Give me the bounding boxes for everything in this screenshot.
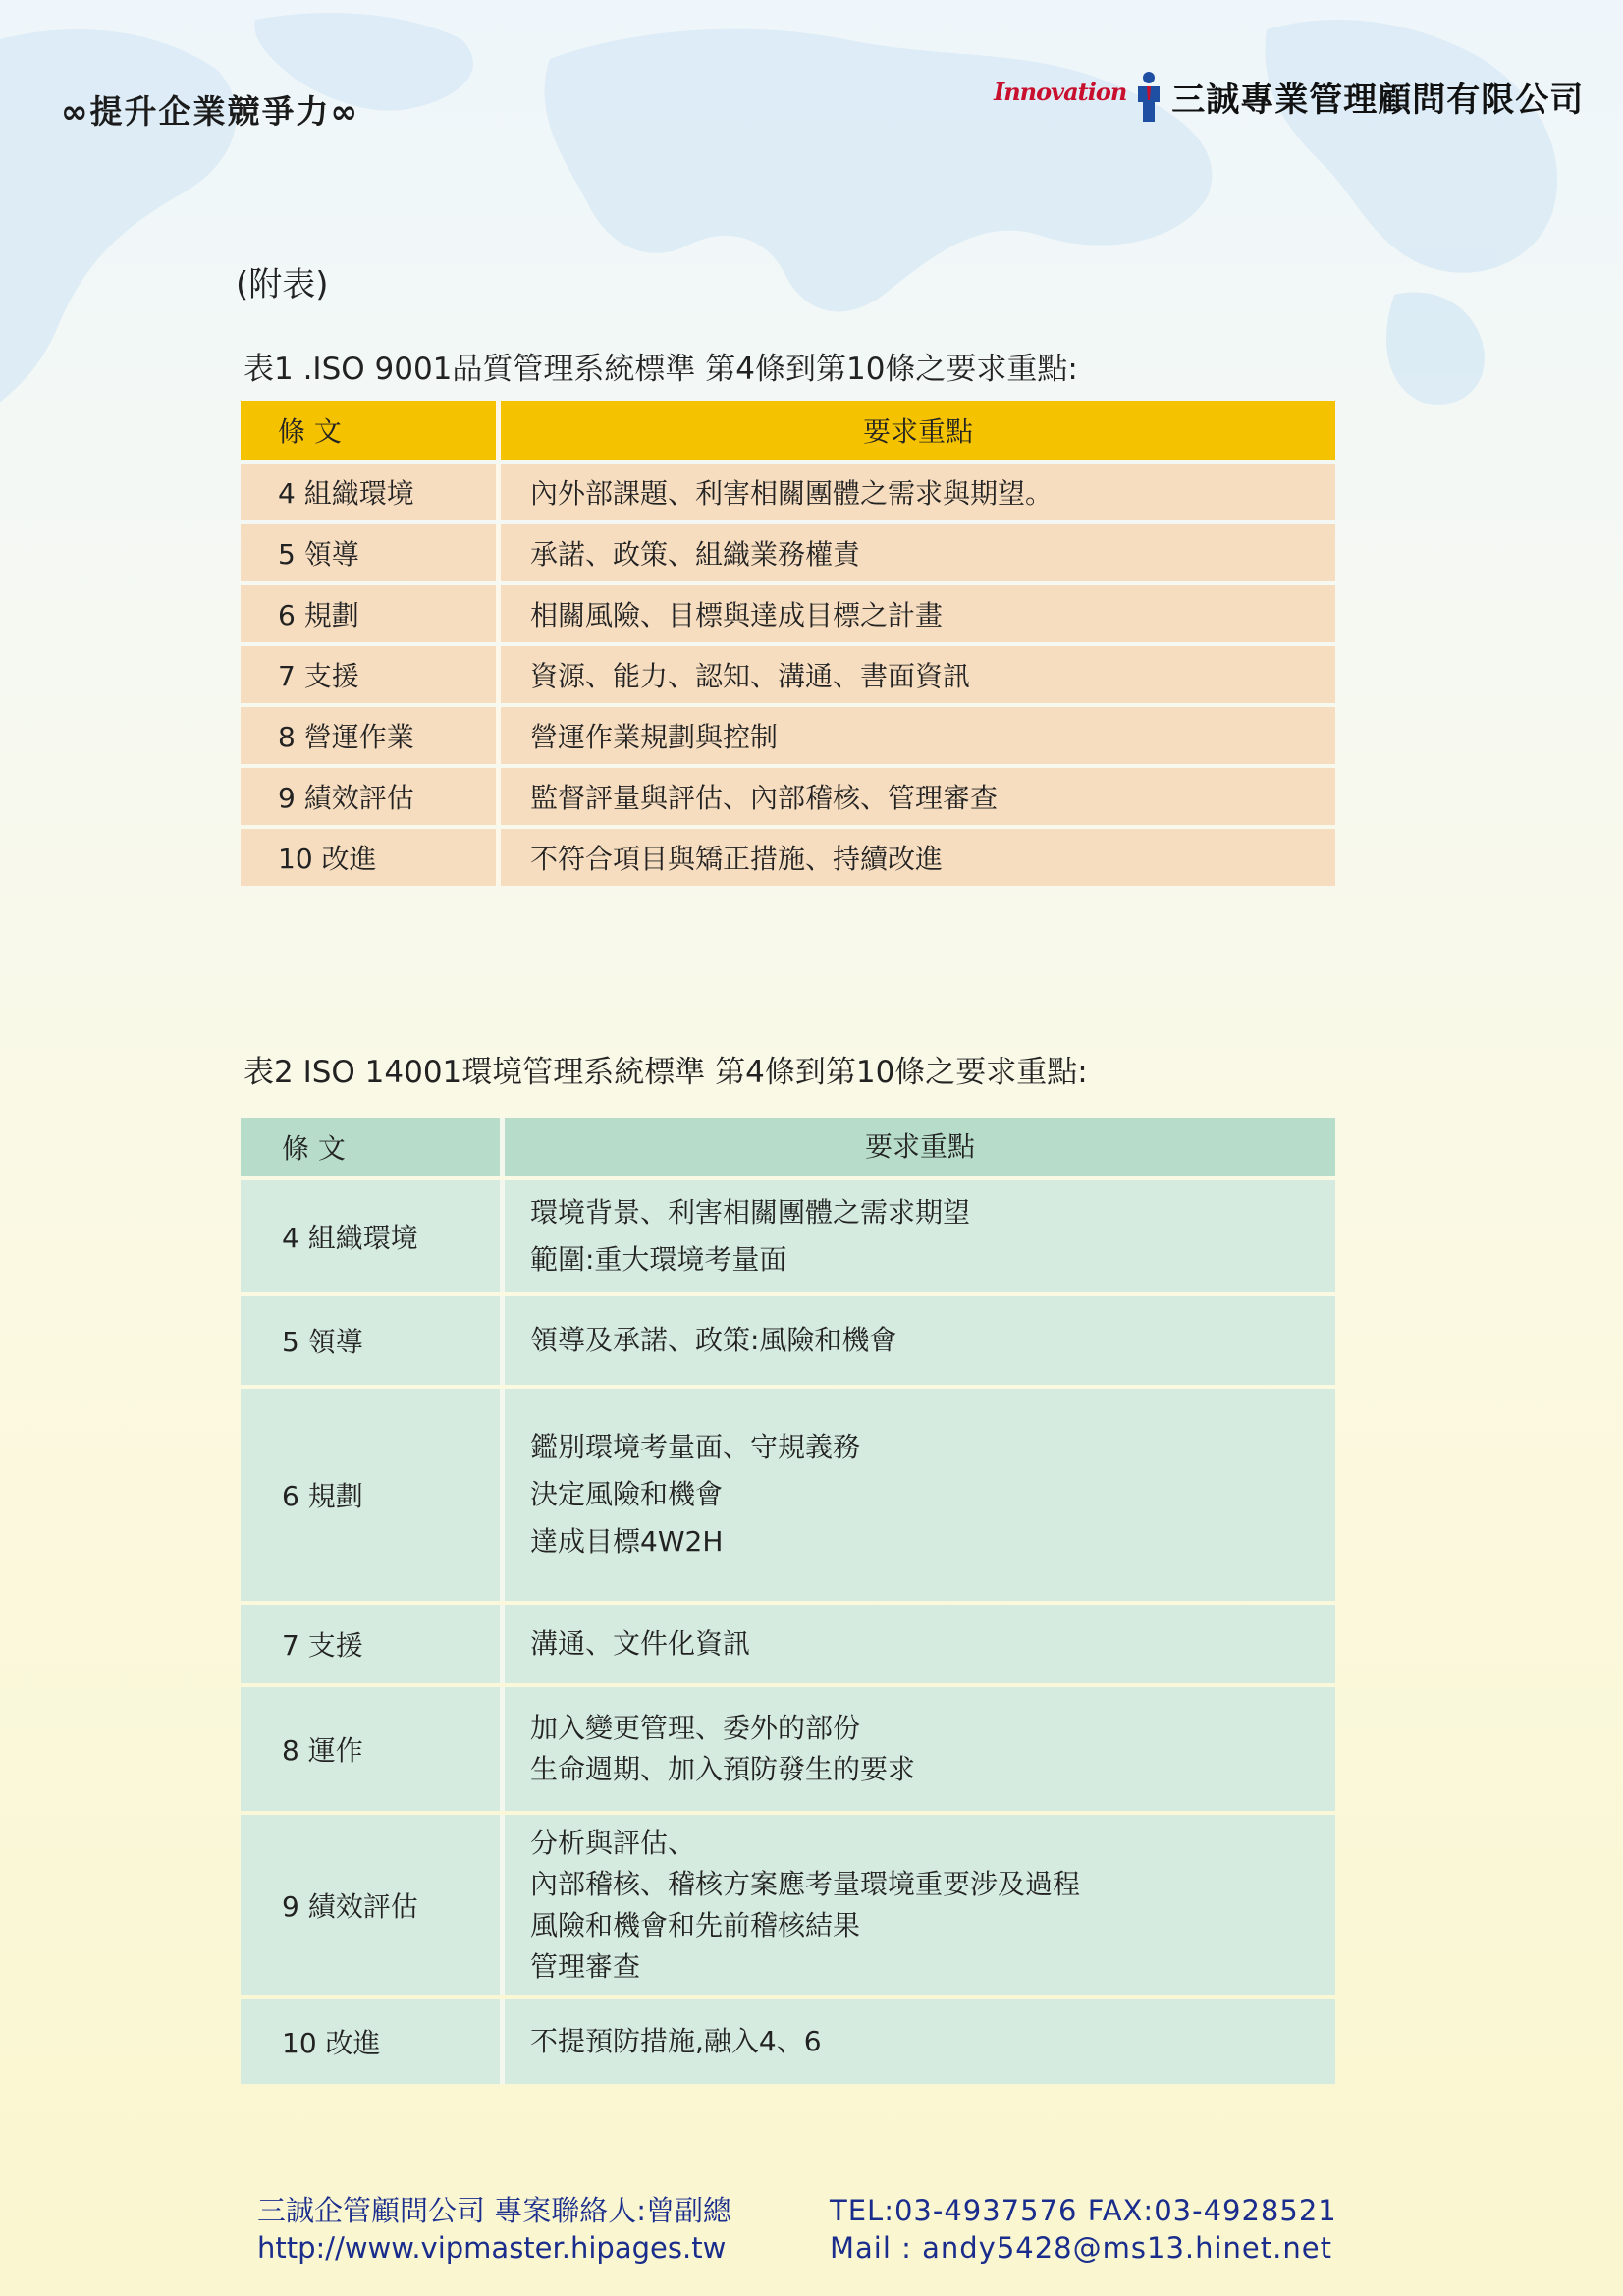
requirement-line: 內部稽核、稽核方案應考量環境重要涉及過程 — [530, 1868, 1081, 1900]
requirement-cell — [505, 1389, 1335, 1601]
clause-cell: 10 改進 — [241, 1999, 505, 2084]
table-row — [241, 768, 1335, 825]
person-logo-icon — [1134, 71, 1163, 122]
requirement-cell: 相關風險、目標與達成目標之計畫 — [501, 585, 1335, 642]
requirement-cell: 監督評量與評估、內部稽核、管理審查 — [501, 768, 1335, 825]
clause-cell: 8 運作 — [241, 1687, 505, 1811]
clause-cell: 7 支援 — [241, 646, 501, 703]
requirement-line: 分析與評估、 — [530, 1827, 696, 1859]
requirement-cell: 內外部課題、利害相關團體之需求與期望。 — [501, 464, 1335, 520]
clause-cell: 10 改進 — [241, 829, 501, 886]
company-brand — [994, 69, 1584, 124]
requirement-line: 決定風險和機會 — [530, 1478, 724, 1510]
footer-contact: 三誠企管顧問公司 專案聯絡人:曾副總 — [257, 2194, 731, 2227]
requirement-line: 加入變更管理、委外的部份 — [530, 1712, 861, 1744]
requirement-line: 鑑別環境考量面、守規義務 — [530, 1431, 861, 1463]
table-row — [241, 585, 1335, 642]
footer-phone-block — [830, 2192, 1337, 2267]
requirement-cell — [505, 1687, 1335, 1811]
table-row — [241, 1999, 1335, 2084]
requirement-line: 管理審查 — [530, 1950, 641, 1983]
clause-header: 條 文 — [241, 1118, 505, 1176]
requirement-line: 領導及承諾、政策:風險和機會 — [530, 1324, 897, 1356]
requirement-line: 生命週期、加入預防發生的要求 — [530, 1753, 916, 1785]
requirement-line: 範圍:重大環境考量面 — [530, 1243, 787, 1276]
clause-cell: 5 領導 — [241, 524, 501, 581]
footer-website-link[interactable]: http://www.vipmaster.hipages.tw — [257, 2231, 727, 2265]
requirement-cell — [505, 1605, 1335, 1683]
table-row — [241, 707, 1335, 764]
clause-cell: 5 領導 — [241, 1296, 505, 1385]
requirement-header: 要求重點 — [505, 1118, 1335, 1176]
table2-caption: 表2 ISO 14001環境管理系統標準 第4條到第10條之要求重點: — [243, 1055, 1088, 1090]
footer-tel-fax: TEL:03-4937576 FAX:03-4928521 — [830, 2194, 1337, 2227]
iso14001-table — [241, 1114, 1335, 2088]
appendix-label: (附表) — [236, 265, 329, 304]
clause-cell: 8 營運作業 — [241, 707, 501, 764]
table-header-row — [241, 1118, 1335, 1176]
requirement-cell: 營運作業規劃與控制 — [501, 707, 1335, 764]
requirement-line: 風險和機會和先前稽核結果 — [530, 1909, 861, 1941]
requirement-cell — [505, 1999, 1335, 2084]
clause-header: 條 文 — [241, 401, 501, 460]
table-row — [241, 464, 1335, 520]
table-row — [241, 829, 1335, 886]
requirement-cell: 承諾、政策、組織業務權責 — [501, 524, 1335, 581]
table1-caption: 表1 .ISO 9001品質管理系統標準 第4條到第10條之要求重點: — [243, 352, 1078, 387]
table-row — [241, 1389, 1335, 1601]
iso9001-table — [241, 397, 1335, 890]
footer-contact-block — [257, 2192, 731, 2267]
table-row — [241, 524, 1335, 581]
innovation-logo-text: Innovation — [994, 77, 1127, 106]
requirement-cell — [505, 1296, 1335, 1385]
clause-cell: 4 組織環境 — [241, 1180, 505, 1292]
table-row — [241, 1180, 1335, 1292]
requirement-line: 環境背景、利害相關團體之需求期望 — [530, 1196, 971, 1229]
clause-cell: 9 績效評估 — [241, 1815, 505, 1995]
requirement-cell: 資源、能力、認知、溝通、書面資訊 — [501, 646, 1335, 703]
table-row — [241, 1296, 1335, 1385]
table-row — [241, 646, 1335, 703]
clause-cell: 9 績效評估 — [241, 768, 501, 825]
requirement-header: 要求重點 — [501, 401, 1335, 460]
clause-cell: 6 規劃 — [241, 585, 501, 642]
header-slogan: ∞提升企業競爭力∞ — [61, 92, 359, 131]
requirement-line: 達成目標4W2H — [530, 1525, 724, 1558]
table-row — [241, 1605, 1335, 1683]
table-header-row — [241, 401, 1335, 460]
table-row — [241, 1687, 1335, 1811]
requirement-cell — [505, 1815, 1335, 1995]
table-row — [241, 1815, 1335, 1995]
requirement-line: 溝通、文件化資訊 — [530, 1627, 751, 1660]
clause-cell: 7 支援 — [241, 1605, 505, 1683]
requirement-cell: 不符合項目與矯正措施、持續改進 — [501, 829, 1335, 886]
footer-email-link[interactable]: Mail : andy5428@ms13.hinet.net — [830, 2231, 1332, 2265]
company-name: 三誠專業管理顧問有限公司 — [1171, 80, 1585, 120]
clause-cell: 6 規劃 — [241, 1389, 505, 1601]
requirement-line: 不提預防措施,融入4、6 — [530, 2025, 822, 2057]
clause-cell: 4 組織環境 — [241, 464, 501, 520]
requirement-cell — [505, 1180, 1335, 1292]
